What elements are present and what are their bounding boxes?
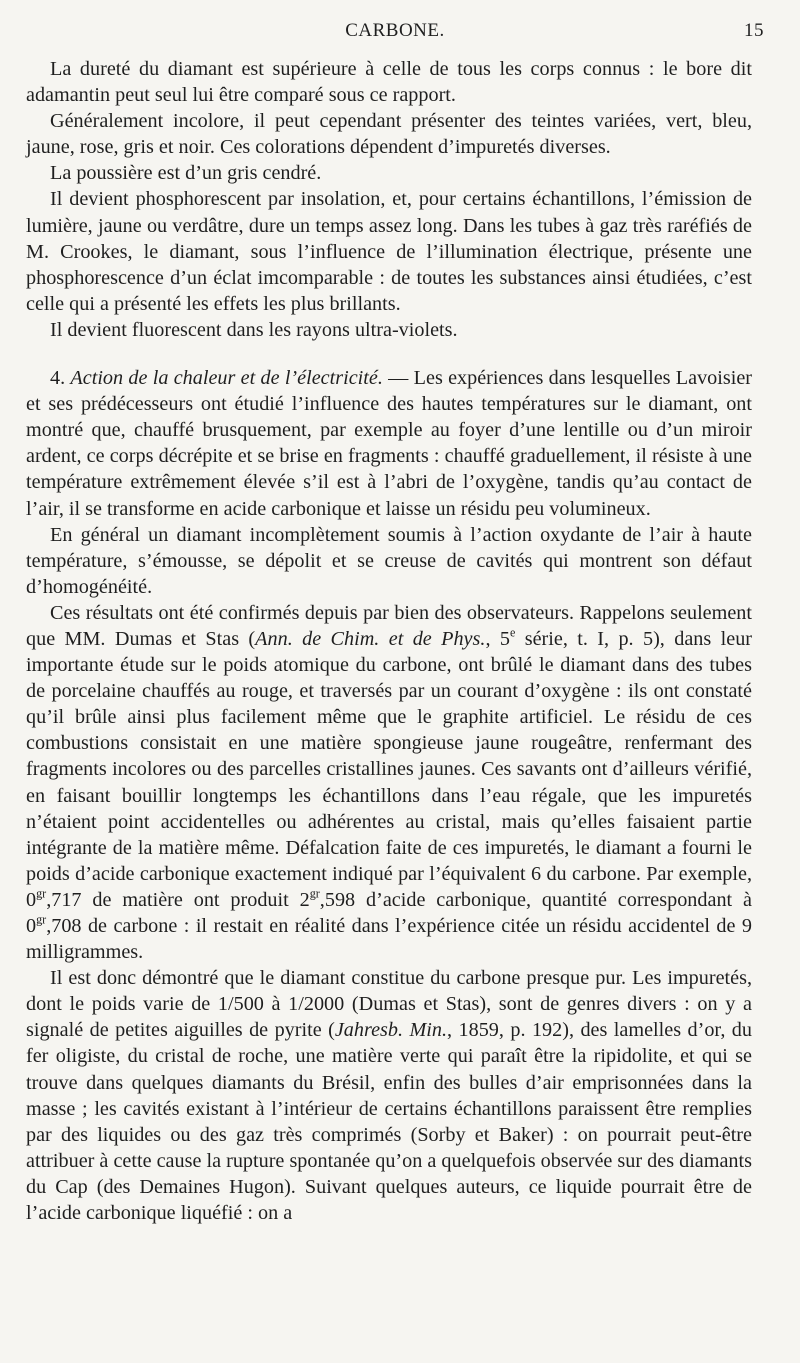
section-title: Action de la chaleur et de l’électricité.: [70, 367, 383, 390]
section-number: 4.: [50, 367, 66, 390]
paragraph-phosphorescence: Il devient phosphorescent par insolation, et, pour certains échantillons, l’émission de lumière, jaune ou verdâtre, dure un temps assez long. Dans les tubes à gaz très raréfiés de M. Crookes, le diamant, sous l’influence de l’illumination électrique, présente une phosphorescence d’un éclat imcomparable : de toutes les substances ainsi étudiées, c’est celle qui a présenté les effets les plus brillants.: [26, 188, 752, 315]
results-text-6: ,708 de carbone : il restait en réalité dans l’expérience citée un résidu accidentel de 9 milligrammes.: [26, 915, 752, 964]
paragraph-impurities: [26, 965, 752, 1226]
page-body: [26, 56, 752, 1226]
paragraph-hardness: La dureté du diamant est supérieure à celle de tous les corps connus : le bore dit adamantin peut seul lui être comparé sous ce rapport.: [26, 58, 752, 107]
citation-jahresb: Jahresb. Min.: [334, 1019, 448, 1042]
paragraph-colors: Généralement incolore, il peut cependant présenter des teintes variées, vert, bleu, jaune, rose, gris et noir. Ces colorations dépendent d’impuretés diverses.: [26, 110, 752, 159]
section-dash: —: [382, 367, 414, 390]
section-text: Les expériences dans lesquelles Lavoisier et ses prédécesseurs ont étudié l’influence des hautes températures sur le diamant, ont montré que, chauffé brusquement, par exemple au foyer d’une lentille ou d’un miroir ardent, ce corps décrépite et se brise en fragments : chauffé graduellement, il résiste à une température extrêmement élevée s’il est à l’abri de l’oxygène, tandis qu’au contact de l’air, il se transforme en acide carbonique et laisse un résidu peu volumineux.: [26, 367, 753, 520]
superscript-gr: gr: [36, 912, 47, 927]
citation-ann-chim: Ann. de Chim. et de Phys.: [255, 627, 486, 650]
results-text-3: série, t. I, p. 5), dans leur importante étude sur le poids atomique du carbone, ont brûlé le diamant dans des tubes de porcelaine chauffés au rouge, et traversés par un courant d’oxygène : ils ont constaté qu’il brûle ainsi plus facilement même que le graphite artificiel. Le résidu de ces combustions consistait en une matière spongieuse jaune rougeâtre, renfermant des fragments incolores ou des parcelles cristallines jaunes. Ces savants ont d’ailleurs vérifié, en faisant bouillir longtemps les échantillons dans l’eau régale, que les impuretés n’étaient point accidentelles ou adhérentes au cristal, mais qu’elles faisaient partie intégrante de la matière même. Défalcation faite de ces impuretés, le diamant a fourni le poids d’acide carbonique exactement indiqué par l’équivalent 6 du carbone. Par exemple, 0: [26, 627, 753, 911]
final-text-1: Il est donc démontré que le diamant constitue du carbone presque pur. Les impuretés, dont le poids varie de 1/500 à 1/2000 (Dumas et Stas), sont de genres divers : on y a signalé de petites aiguilles de pyrite (: [26, 967, 752, 1042]
paragraph-general: En général un diamant incomplètement soumis à l’action oxydante de l’air à haute température, s’émousse, se dépolit et se creuse de cavités qui montrent son défaut d’homogénéité.: [26, 523, 752, 598]
results-text-4: ,717 de matière ont produit 2: [46, 888, 310, 911]
paragraph-fluorescence: Il devient fluorescent dans les rayons ultra-violets.: [50, 318, 458, 341]
page-number: 15: [744, 20, 764, 41]
superscript-e: e: [509, 625, 516, 640]
superscript-gr: gr: [309, 886, 320, 901]
final-text-2: , 1859, p. 192), des lamelles d’or, du fer oligiste, du cristal de roche, une matière verte qui paraît être la ripidolite, et qui se trouve dans quelques diamants du Brésil, enfin des bulles d’air emprisonnées dans la masse ; les cavités existant à l’intérieur de certains échantillons paraissent être remplies par des liquides ou des gaz très comprimés (Sorby et Baker) : on pourrait peut-être attribuer à cette cause la rupture spontanée qu’on a quelquefois observée sur des diamants du Cap (des Demaines Hugon). Suivant quelques auteurs, ce liquide pourrait être de l’acide carbonique liquéfié : on a: [26, 1019, 752, 1225]
running-title: CARBONE.: [345, 20, 445, 41]
paragraph-results: [26, 600, 752, 965]
results-text-1: Ces résultats ont été confirmés depuis par bien des observateurs. Rappelons seulement que MM. Dumas et Stas (: [26, 601, 752, 650]
results-text-5: ,598 d’acide carbonique, quantité correspondant à 0: [26, 888, 752, 937]
page-header: [26, 20, 764, 48]
paragraph-dust: La poussière est d’un gris cendré.: [50, 162, 322, 185]
superscript-gr: gr: [36, 886, 47, 901]
results-text-2: , 5: [485, 627, 510, 650]
section-4-paragraph: [26, 365, 752, 522]
